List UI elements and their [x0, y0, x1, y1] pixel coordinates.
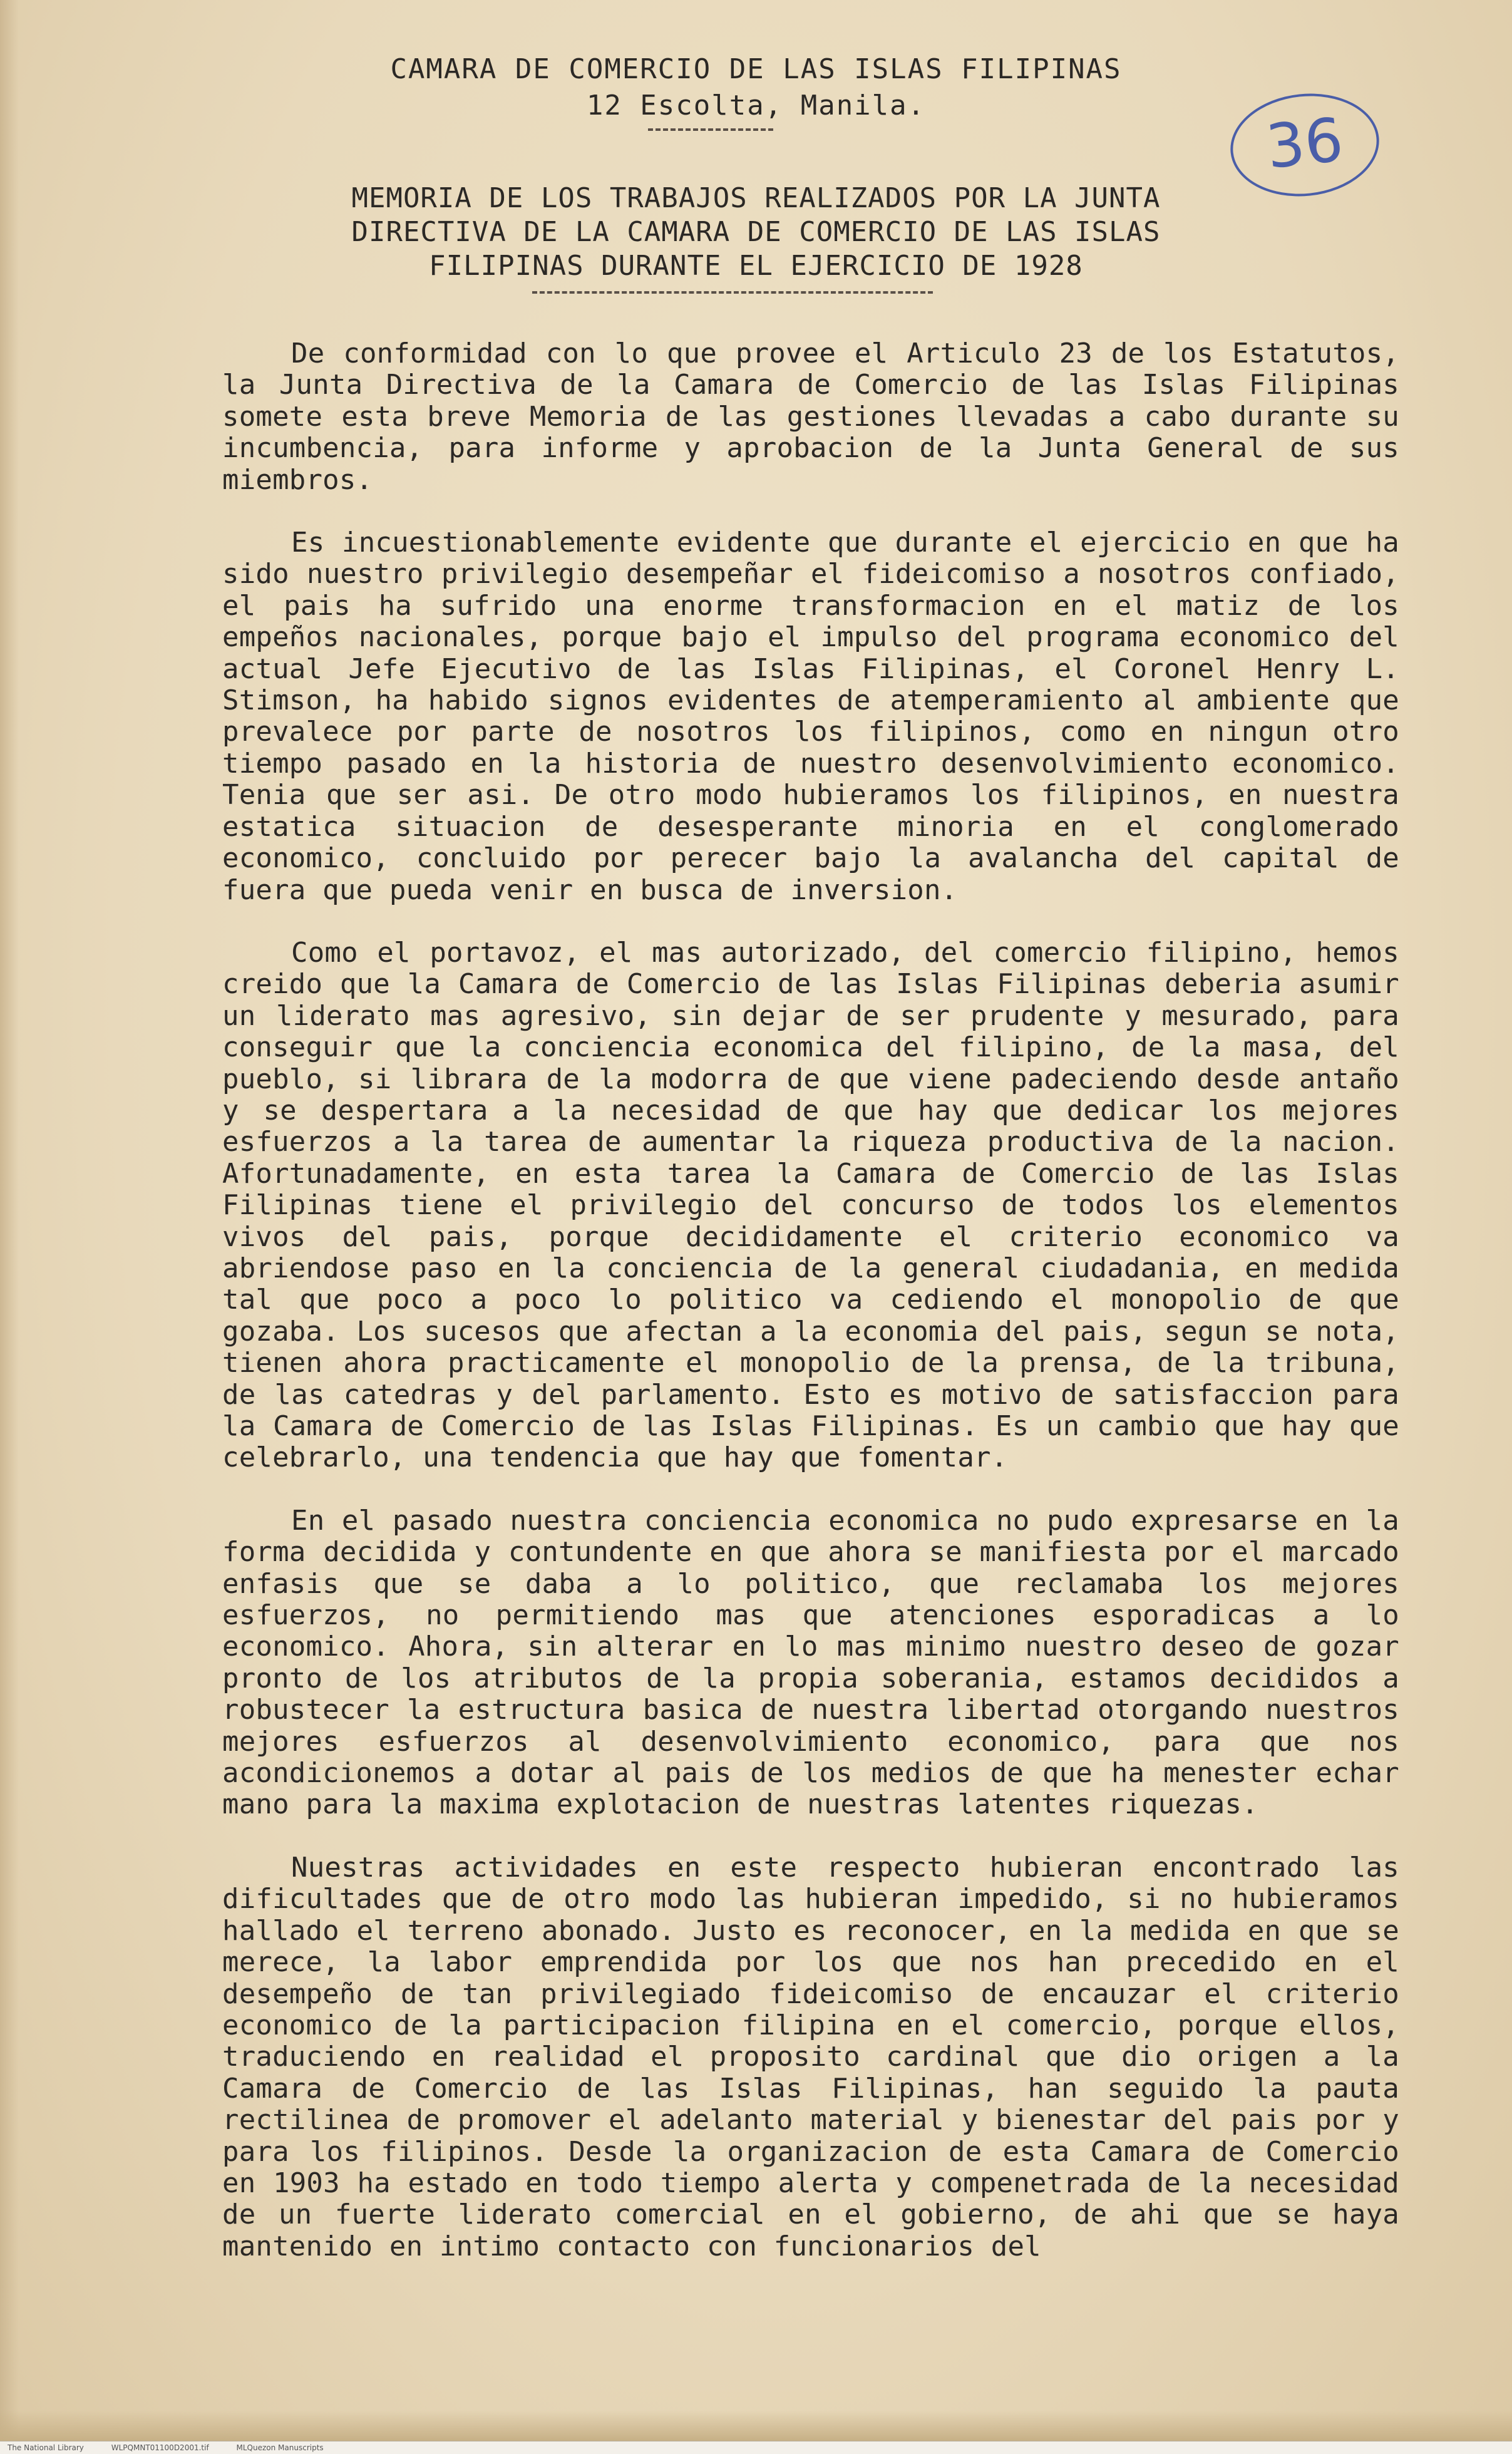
title-line-3: FILIPINAS DURANTE EL EJERCICIO DE 1928 — [429, 250, 1083, 282]
title-line-2: DIRECTIVA DE LA CAMARA DE COMERCIO DE LAS ISLAS — [351, 216, 1161, 248]
letterhead-address: 12 Escolta, Manila. — [586, 90, 926, 121]
document-body — [222, 338, 1399, 2294]
document-title — [0, 182, 1512, 283]
letterhead-org: CAMARA DE COMERCIO DE LAS ISLAS FILIPINAS — [390, 53, 1122, 85]
footer-collection: MLQuezon Manuscripts — [236, 2443, 324, 2452]
paragraph: De conformidad con lo que provee el Articulo 23 de los Estatutos, la Junta Directiva de la Camara de Comercio de las Islas Filipinas somete esta breve Memoria de las gestiones llevadas a cabo durante su incumbencia, para informe y aprobacion de la Junta General de sus miembros. — [222, 338, 1399, 496]
page-bottom-shadow — [0, 2411, 1512, 2441]
paragraph: Como el portavoz, el mas autorizado, del comercio filipino, hemos creido que la Camara de Comercio de las Islas Filipinas deberia asumir un liderato mas agresivo, sin dejar de ser prudente y mesurado, para conseguir que la conciencia economica del filipino, de la masa, del pueblo, si librara de la modorra de que viene padeciendo desde antaño y se despertara a la necesidad de que hay que dedicar los mejores esfuerzos a la tarea de aumentar la riqueza productiva de la nacion. Afortunadamente, en esta tarea la Camara de Comercio de las Islas Filipinas tiene el privilegio del concurso de todos los elementos vivos del pais, porque decididamente el criterio economico va abriendose paso en la conciencia de la general ciudadania, en medida tal que poco a poco lo politico va cediendo el monopolio de que gozaba. Los sucesos que afectan a la economia del pais, segun se nota, tienen ahora practicamente el monopolio de la prensa, de la tribuna, de las catedras y del parlamento. Esto es motivo de satisfaccion para la Camara de Comercio de las Islas Filipinas. Es un cambio que hay que celebrarlo, una tendencia que hay que fomentar. — [222, 936, 1399, 1474]
handwritten-page-number: 36 — [1225, 86, 1384, 204]
title-divider — [532, 291, 933, 297]
footer-library: The National Library — [8, 2443, 84, 2452]
paragraph: Nuestras actividades en este respecto hubieran encontrado las dificultades que de otro modo las hubieran impedido, si no hubieramos hallado el terreno abonado. Justo es reconocer, en la medida en que se merece, la labor emprendida por los que nos han precedido en el desempeño de tan privilegiado fideicomiso de encauzar el criterio economico de la participacion filipina en el comercio, porque ellos, traduciendo en realidad el proposito cardinal que dio origen a la Camara de Comercio de las Islas Filipinas, han seguido la pauta rectilinea de promover el adelanto material y bienestar del pais por y para los filipinos. Desde la organizacion de esta Camara de Comercio en 1903 ha estado en todo tiempo alerta y compenetrada de la necesidad de un fuerte liderato comercial en el gobierno, de ahi que se haya mantenido en intimo contacto con funcionarios del — [222, 1851, 1399, 2262]
paragraph: En el pasado nuestra conciencia economica no pudo expresarse en la forma decidida y contundente en que ahora se manifiesta por el marcado enfasis que se daba a lo politico, que reclamaba los mejores esfuerzos, no permitiendo mas que atenciones esporadicas a lo economico. Ahora, sin alterar en lo mas minimo nuestro deseo de gozar pronto de los atributos de la propia soberania, estamos decididos a robustecer la estructura basica de nuestra libertad otorgando nuestros mejores esfuerzos al desenvolvimiento economico, para que nos acondicionemos a dotar al pais de los medios de que ha menester echar mano para la maxima explotacion de nuestras latentes riquezas. — [222, 1504, 1399, 1821]
page-edge-shadow — [0, 0, 19, 2441]
scan-footer — [0, 2441, 1512, 2454]
paragraph: Es incuestionablemente evidente que durante el ejercicio en que ha sido nuestro privilegio desempeñar el fideicomiso a nosotros confiado, el pais ha sufrido una enorme transformacion en el matiz de los empeños nacionales, porque bajo el impulso del programa economico del actual Jefe Ejecutivo de las Islas Filipinas, el Coronel Henry L. Stimson, ha habido signos evidentes de atemperamiento al ambiente que prevalece por parte de nosotros los filipinos, como en ningun otro tiempo pasado en la historia de nuestro desenvolvimiento economico. Tenia que ser asi. De otro modo hubieramos los filipinos, en nuestra estatica situacion de desesperante minoria en el conglomerado economico, concluido por perecer bajo la avalancha del capital de fuera que pueda venir en busca de inversion. — [222, 527, 1399, 906]
footer-file: WLPQMNT01100D2001.tif — [111, 2443, 209, 2452]
letterhead-divider — [648, 128, 773, 135]
title-line-1: MEMORIA DE LOS TRABAJOS REALIZADOS POR LA JUNTA — [351, 182, 1161, 214]
